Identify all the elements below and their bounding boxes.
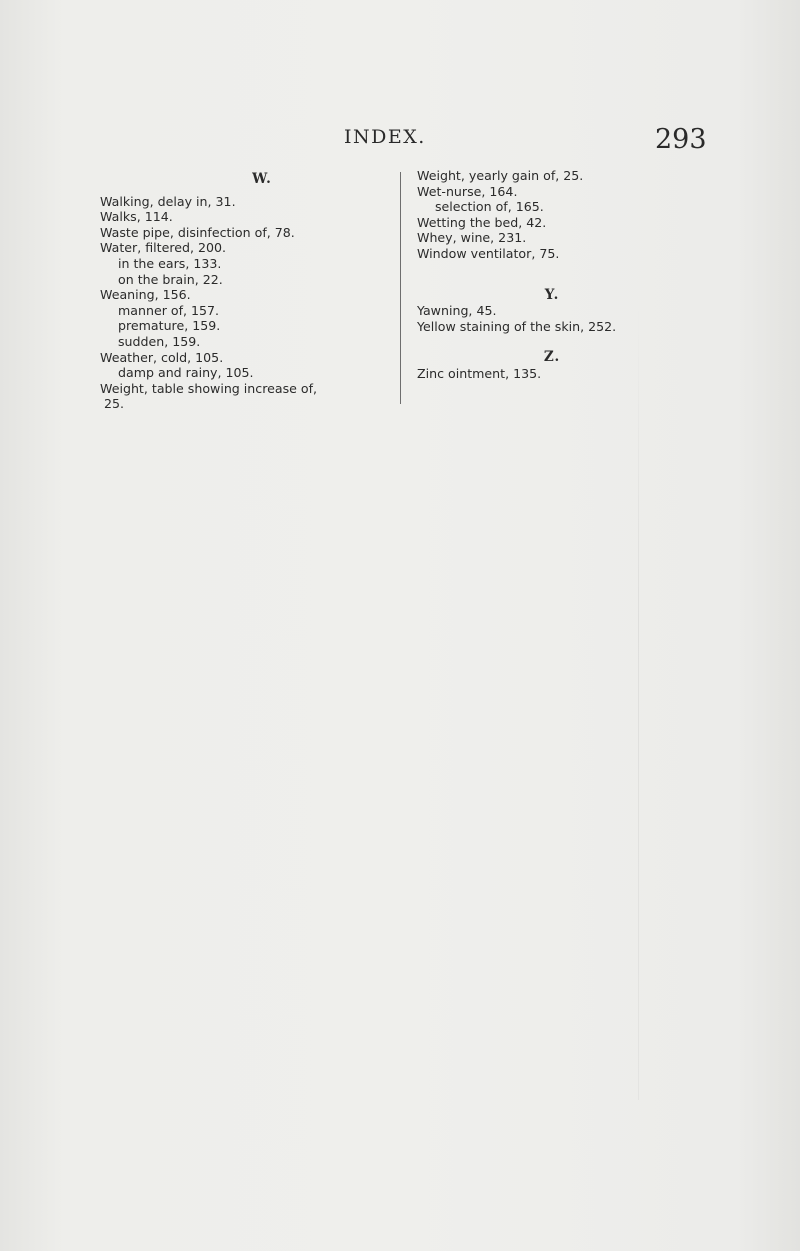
index-entry: Walks, 114. bbox=[100, 209, 173, 225]
index-entry: Weight, yearly gain of, 25. bbox=[417, 168, 584, 183]
index-subentry: sudden, 159. bbox=[118, 333, 201, 349]
section-letter-z: Z. bbox=[543, 349, 561, 366]
index-entry: Waste pipe, disinfection of, 78. bbox=[100, 224, 295, 240]
index-column-left bbox=[100, 168, 430, 412]
index-column-right bbox=[417, 168, 717, 382]
index-subentry: on the brain, 22. bbox=[118, 271, 223, 287]
section-gap bbox=[417, 262, 717, 288]
section-letter-y: Y. bbox=[544, 286, 560, 303]
section-gap bbox=[417, 334, 717, 350]
index-subentry: premature, 159. bbox=[118, 318, 221, 334]
index-entry: Weaning, 156. bbox=[100, 287, 191, 303]
index-entry: Water, filtered, 200. bbox=[100, 240, 227, 256]
page-number: 293 bbox=[655, 124, 707, 155]
page-crease bbox=[638, 300, 639, 1100]
index-entry: Walking, delay in, 31. bbox=[100, 193, 236, 209]
index-entry: Weather, cold, 105. bbox=[100, 349, 224, 365]
page-title: INDEX. bbox=[344, 126, 426, 148]
index-entry: Yawning, 45. bbox=[417, 303, 497, 319]
index-entry: Wet-nurse, 164. bbox=[417, 183, 518, 199]
index-entry-continuation: 25. bbox=[104, 396, 125, 412]
running-head bbox=[0, 124, 800, 164]
section-letter-w: W. bbox=[252, 171, 272, 187]
index-entry: Whey, wine, 231. bbox=[417, 230, 527, 246]
index-entry: Weight, table showing increase of, bbox=[100, 380, 318, 396]
index-entry: Window ventilator, 75. bbox=[417, 245, 560, 261]
index-subentry: in the ears, 133. bbox=[118, 255, 222, 271]
index-entry: Wetting the bed, 42. bbox=[417, 214, 547, 230]
column-divider bbox=[400, 172, 401, 404]
index-subentry: manner of, 157. bbox=[118, 302, 220, 318]
index-subentry: selection of, 165. bbox=[435, 199, 544, 215]
index-entry: Yellow staining of the skin, 252. bbox=[417, 318, 617, 334]
index-subentry: damp and rainy, 105. bbox=[118, 365, 254, 381]
index-entry: Zinc ointment, 135. bbox=[417, 365, 542, 381]
